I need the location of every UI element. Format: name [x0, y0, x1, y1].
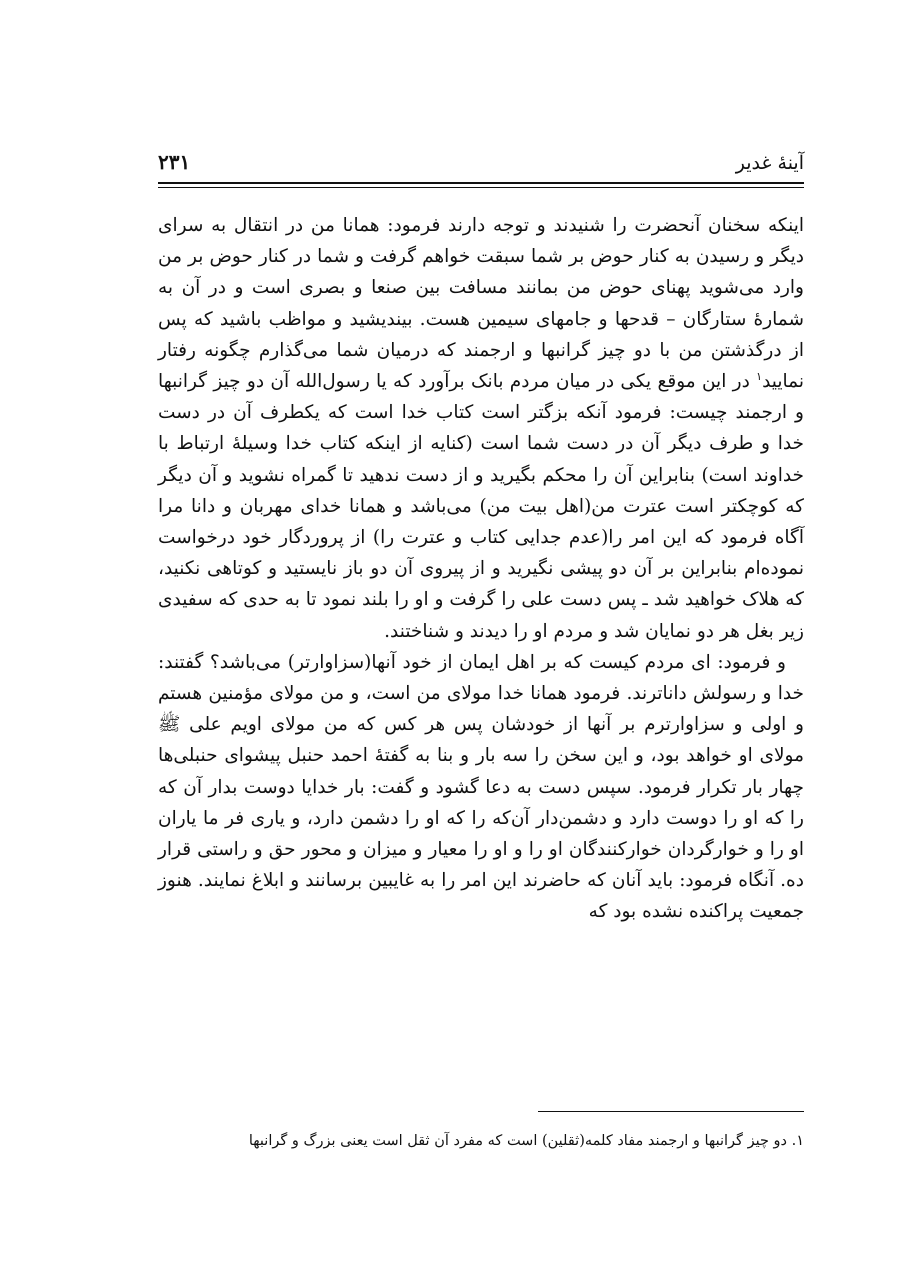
header-rule-thick [158, 182, 804, 184]
paragraph-1 [158, 210, 804, 647]
paragraph-1-text-b: در این موقع یکی در میان مردم بانک برآورد که یا رسول‌الله آن دو چیز گرانبها و ارجمند چیست: فرمود آنکه بزگتر است کتاب خدا است که یکطرف آن در دست خدا و طرف دیگر آن در دست شما است (کنایه از اینکه کتاب خدا وسیلهٔ ارتباط با خداوند است) بنابراین آن را محکم بگیرید و از دست ندهید تا گمراه نشوید و آن دیگر که کوچکتر است عترت من(اهل بیت من) می‌باشد و همانا خدای مهربان و دانا مرا آگاه فرمود که این امر را(عدم جدایی کتاب و عترت را) از پروردگار خود درخواست نموده‌ام بنابراین بر آن دو پیشی نگیرید و از پیروی آن دو باز نایستید و کوتاهی نکنید، که هلاک خواهید شد ـ پس دست علی را گرفت و او را بلند نمود تا به حدی که سفیدی زیر بغل هر دو نمایان شد و مردم او را دیدند و شناختند. [158, 371, 804, 642]
footnote-reference: ۱ [756, 369, 763, 383]
header-rule-thin [158, 187, 804, 188]
page-number: ۲۳۱ [158, 150, 191, 174]
footnote: ۱. دو چیز گرانبها و ارجمند مفاد کلمه(ثقلین) است که مفرد آن ثقل است یعنی بزرگ و گرانبها [248, 1133, 804, 1149]
footnote-separator [538, 1111, 804, 1112]
page-header [158, 150, 804, 180]
paragraph-1-text-a: اینکه سخنان آنحضرت را شنیدند و توجه دارند فرمود: همانا من در انتقال به سرای دیگر و رسیدن به کنار حوض بر شما سبقت خواهم گرفت و شما در کنار حوض بر من وارد می‌شوید پهنای حوض من بمانند مسافت بین صنعا و بصری است و در آن به شمارهٔ ستارگان – قدحها و جامهای سیمین هست. بیندیشید و مواظب باشید که پس از درگذشتن من با دو چیز گرانبها و ارجمند که درمیان شما می‌گذارم چگونه رفتار نمایید [158, 215, 804, 393]
main-text [158, 210, 804, 928]
running-head: آینهٔ غدیر [735, 152, 804, 174]
paragraph-2: و فرمود: ای مردم کیست که بر اهل ایمان از خود آنها(سزاوارتر) می‌باشد؟ گفتند: خدا و رسولش داناترند. فرمود همانا خدا مولای من است، و من مولای مؤمنین هستم و اولی و سزاوارترم بر آنها از خودشان پس هر کس که من مولای اویم علی ﷺ مولای او خواهد بود، و این سخن را سه بار و بنا به گفتهٔ احمد حنبل پیشوای حنبلی‌ها چهار بار تکرار فرمود. سپس دست به دعا گشود و گفت: بار خدایا دوست بدار آن که را که او را دوست دارد و دشمن‌دار آن‌که را که او را دشمن دارد، و یاری فر ما یاران او را و خوارگردان خوارکنندگان او را و او را معیار و میزان و محور حق و راستی قرار ده. آنگاه فرمود: باید آنان که حاضرند این امر را به غایبین برسانند و ابلاغ نمایند. هنوز جمعیت پراکنده نشده بود که [158, 651, 804, 923]
